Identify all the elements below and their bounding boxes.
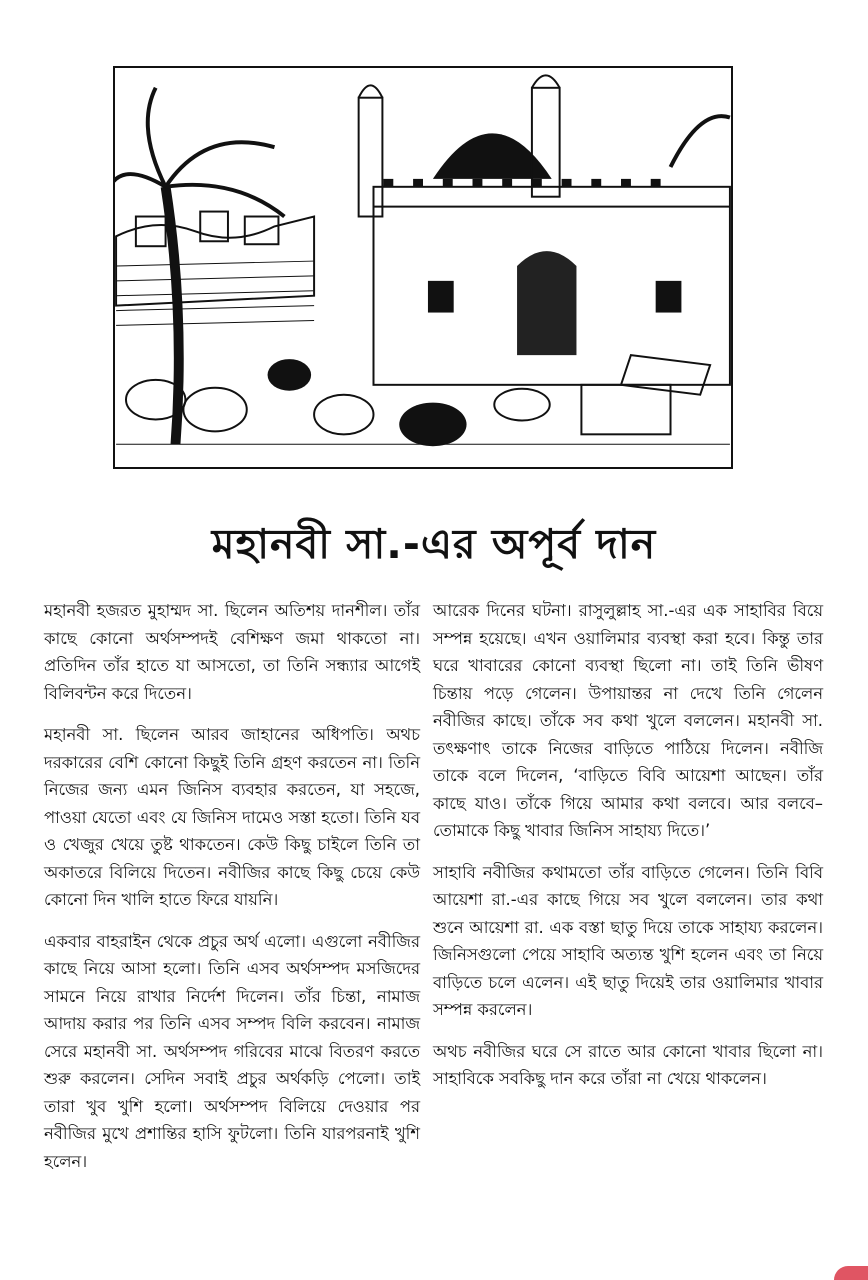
paragraph: সাহাবি নবীজির কথামতো তাঁর বাড়িতে গেলেন। তিনি বিবি আয়েশা রা.-এর কাছে গিয়ে সব খুলে বললেন। তার কথা শুনে আয়েশা রা. এক বস্তা ছাতু দিয়ে তাকে সাহায্য করলেন। জিনিসগুলো পেয়ে সাহাবি অত্যন্ত খুশি হলেন এবং তা নিয়ে বাড়িতে চলে এলেন। এই ছাতু দিয়েই তার ওয়ালিমার খাবার সম্পন্ন করলেন। xyxy=(433,862,823,1019)
paragraph: মহানবী হজরত মুহাম্মদ সা. ছিলেন অতিশয় দানশীল। তাঁর কাছে কোনো অর্থসম্পদই বেশিক্ষণ জমা থাকতো না। প্রতিদিন তাঁর হাতে যা আসতো, তা তিনি সন্ধ্যার আগেই বিলিবন্টন করে দিতেন। xyxy=(44,601,420,703)
left-column xyxy=(44,597,420,1189)
page-corner-mark xyxy=(834,1266,868,1280)
page-title: মহানবী সা.-এর অপূর্ব দান xyxy=(211,520,657,568)
paragraph: আরেক দিনের ঘটনা। রাসুলুল্লাহ সা.-এর এক সাহাবির বিয়ে সম্পন্ন হয়েছে। এখন ওয়ালিমার ব্যবস্থা করা হবে। কিন্তু তার ঘরে খাবারের কোনো ব্যবস্থা ছিলো না। তাই তিনি ভীষণ চিন্তায় পড়ে গেলেন। উপায়ান্তর না দেখে তিনি গেলেন নবীজির কাছে। তাঁকে সব কথা খুলে বললেন। মহানবী সা. তৎক্ষণাৎ তাকে নিজের বাড়িতে পাঠিয়ে দিলেন। নবীজি তাকে বলে দিলেন, ‘বাড়িতে বিবি আয়েশা আছেন। তাঁর কাছে যাও। তাঁকে গিয়ে আমার কথা বলবে। আর বলবে– তোমাকে কিছু খাবার জিনিস সাহায্য দিতে।’ xyxy=(433,601,823,840)
paragraph: একবার বাহরাইন থেকে প্রচুর অর্থ এলো। এগুলো নবীজির কাছে নিয়ে আসা হলো। তিনি এসব অর্থসম্পদ মসজিদের সামনে নিয়ে রাখার নির্দেশ দিলেন। তাঁর চিন্তা, নামাজ আদায় করার পর তিনি এসব সম্পদ বিলি করবেন। নামাজ সেরে মহানবী সা. অর্থসম্পদ গরিবের মাঝে বিতরণ করতে শুরু করলেন। সেদিন সবাই প্রচুর অর্থকড়ি পেলো। তাই তারা খুব খুশি হলো। অর্থসম্পদ বিলিয়ে দেওয়ার পর নবীজির মুখে প্রশান্তির হাসি ফুটলো। তিনি যারপরনাই খুশি হলেন। xyxy=(44,931,420,1171)
paragraph: অথচ নবীজির ঘরে সে রাতে আর কোনো খাবার ছিলো না। সাহাবিকে সবকিছু দান করে তাঁরা না খেয়ে থাকলেন। xyxy=(433,1041,823,1088)
paragraph: মহানবী সা. ছিলেন আরব জাহানের অধিপতি। অথচ দরকারের বেশি কোনো কিছুই তিনি গ্রহণ করতেন না। তিনি নিজের জন্য এমন জিনিস ব্যবহার করতেন, যা সহজে, পাওয়া যেতো এবং যে জিনিস দামেও সস্তা হতো। তিনি যব ও খেজুর খেয়ে তুষ্ট থাকতেন। কেউ কিছু চাইলে তিনি তা অকাতরে বিলিয়ে দিতেন। নবীজির কাছে কিছু চেয়ে কেউ কোনো দিন খালি হাতে ফিরে যায়নি। xyxy=(44,725,420,909)
mosque-courtyard-icon xyxy=(115,68,731,467)
right-column xyxy=(433,597,823,1107)
mosque-illustration xyxy=(113,66,733,469)
